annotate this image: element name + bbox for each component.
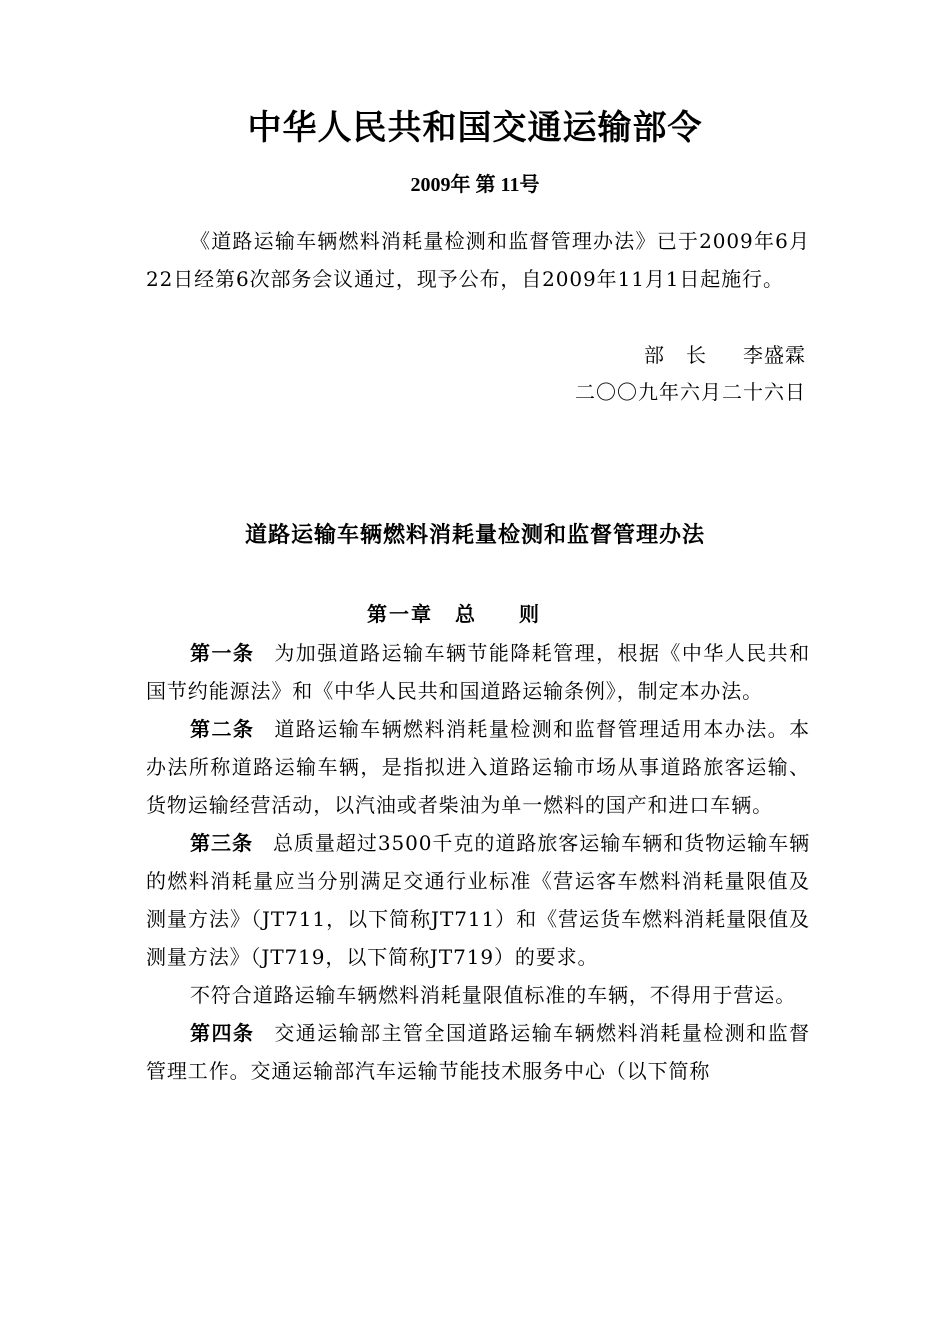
article-text: 不符合道路运输车辆燃料消耗量限值标准的车辆，不得用于营运。 [190, 983, 797, 1007]
signer-name: 李盛霖 [743, 343, 806, 367]
chapter-label: 第一章 [367, 602, 433, 626]
articles-list [146, 634, 810, 1090]
signature-date: 二〇〇九年六月二十六日 [575, 380, 806, 404]
article-paragraph [146, 976, 810, 1014]
order-title: 中华人民共和国交通运输部令 [247, 108, 703, 148]
article-number: 第一条 [190, 641, 255, 665]
article-number: 第三条 [190, 831, 253, 855]
article-text: 总质量超过3500千克的道路旅客运输车辆和货物运输车辆的燃料消耗量应当分别满足交通行业标准《营运客车燃料消耗量限值及测量方法》（JT711，以下简称JT711）和《营运货车燃料消耗量限值及测量方法》（JT719，以下简称JT719）的要求。 [146, 831, 811, 969]
measures-title: 道路运输车辆燃料消耗量检测和监督管理办法 [244, 522, 705, 548]
article-text: 交通运输部主管全国道路运输车辆燃料消耗量检测和监督管理工作。交通运输部汽车运输节能技术服务中心（以下简称 [146, 1021, 811, 1083]
signature-line [500, 336, 806, 374]
announcement-paragraph: 《道路运输车辆燃料消耗量检测和监督管理办法》已于2009年6月22日经第6次部务会议通过，现予公布，自2009年11月1日起施行。 [146, 229, 810, 291]
article-paragraph [146, 824, 810, 976]
article-text: 为加强道路运输车辆节能降耗管理，根据《中华人民共和国节约能源法》和《中华人民共和国道路运输条例》，制定本办法。 [146, 641, 811, 703]
article-paragraph [146, 634, 810, 710]
signer-role: 部 长 [644, 343, 707, 367]
chapter-name: 总则 [455, 602, 583, 626]
article-paragraph [146, 1014, 810, 1090]
article-number: 第二条 [190, 717, 255, 741]
article-paragraph [146, 710, 810, 824]
article-text: 道路运输车辆燃料消耗量检测和监督管理适用本办法。本办法所称道路运输车辆，是指拟进入道路运输市场从事道路旅客运输、货物运输经营活动，以汽油或者柴油为单一燃料的国产和进口车辆。 [146, 717, 811, 817]
order-number: 2009年 第 11号 [410, 174, 540, 196]
chapter-heading [0, 598, 950, 627]
article-number: 第四条 [190, 1021, 255, 1045]
